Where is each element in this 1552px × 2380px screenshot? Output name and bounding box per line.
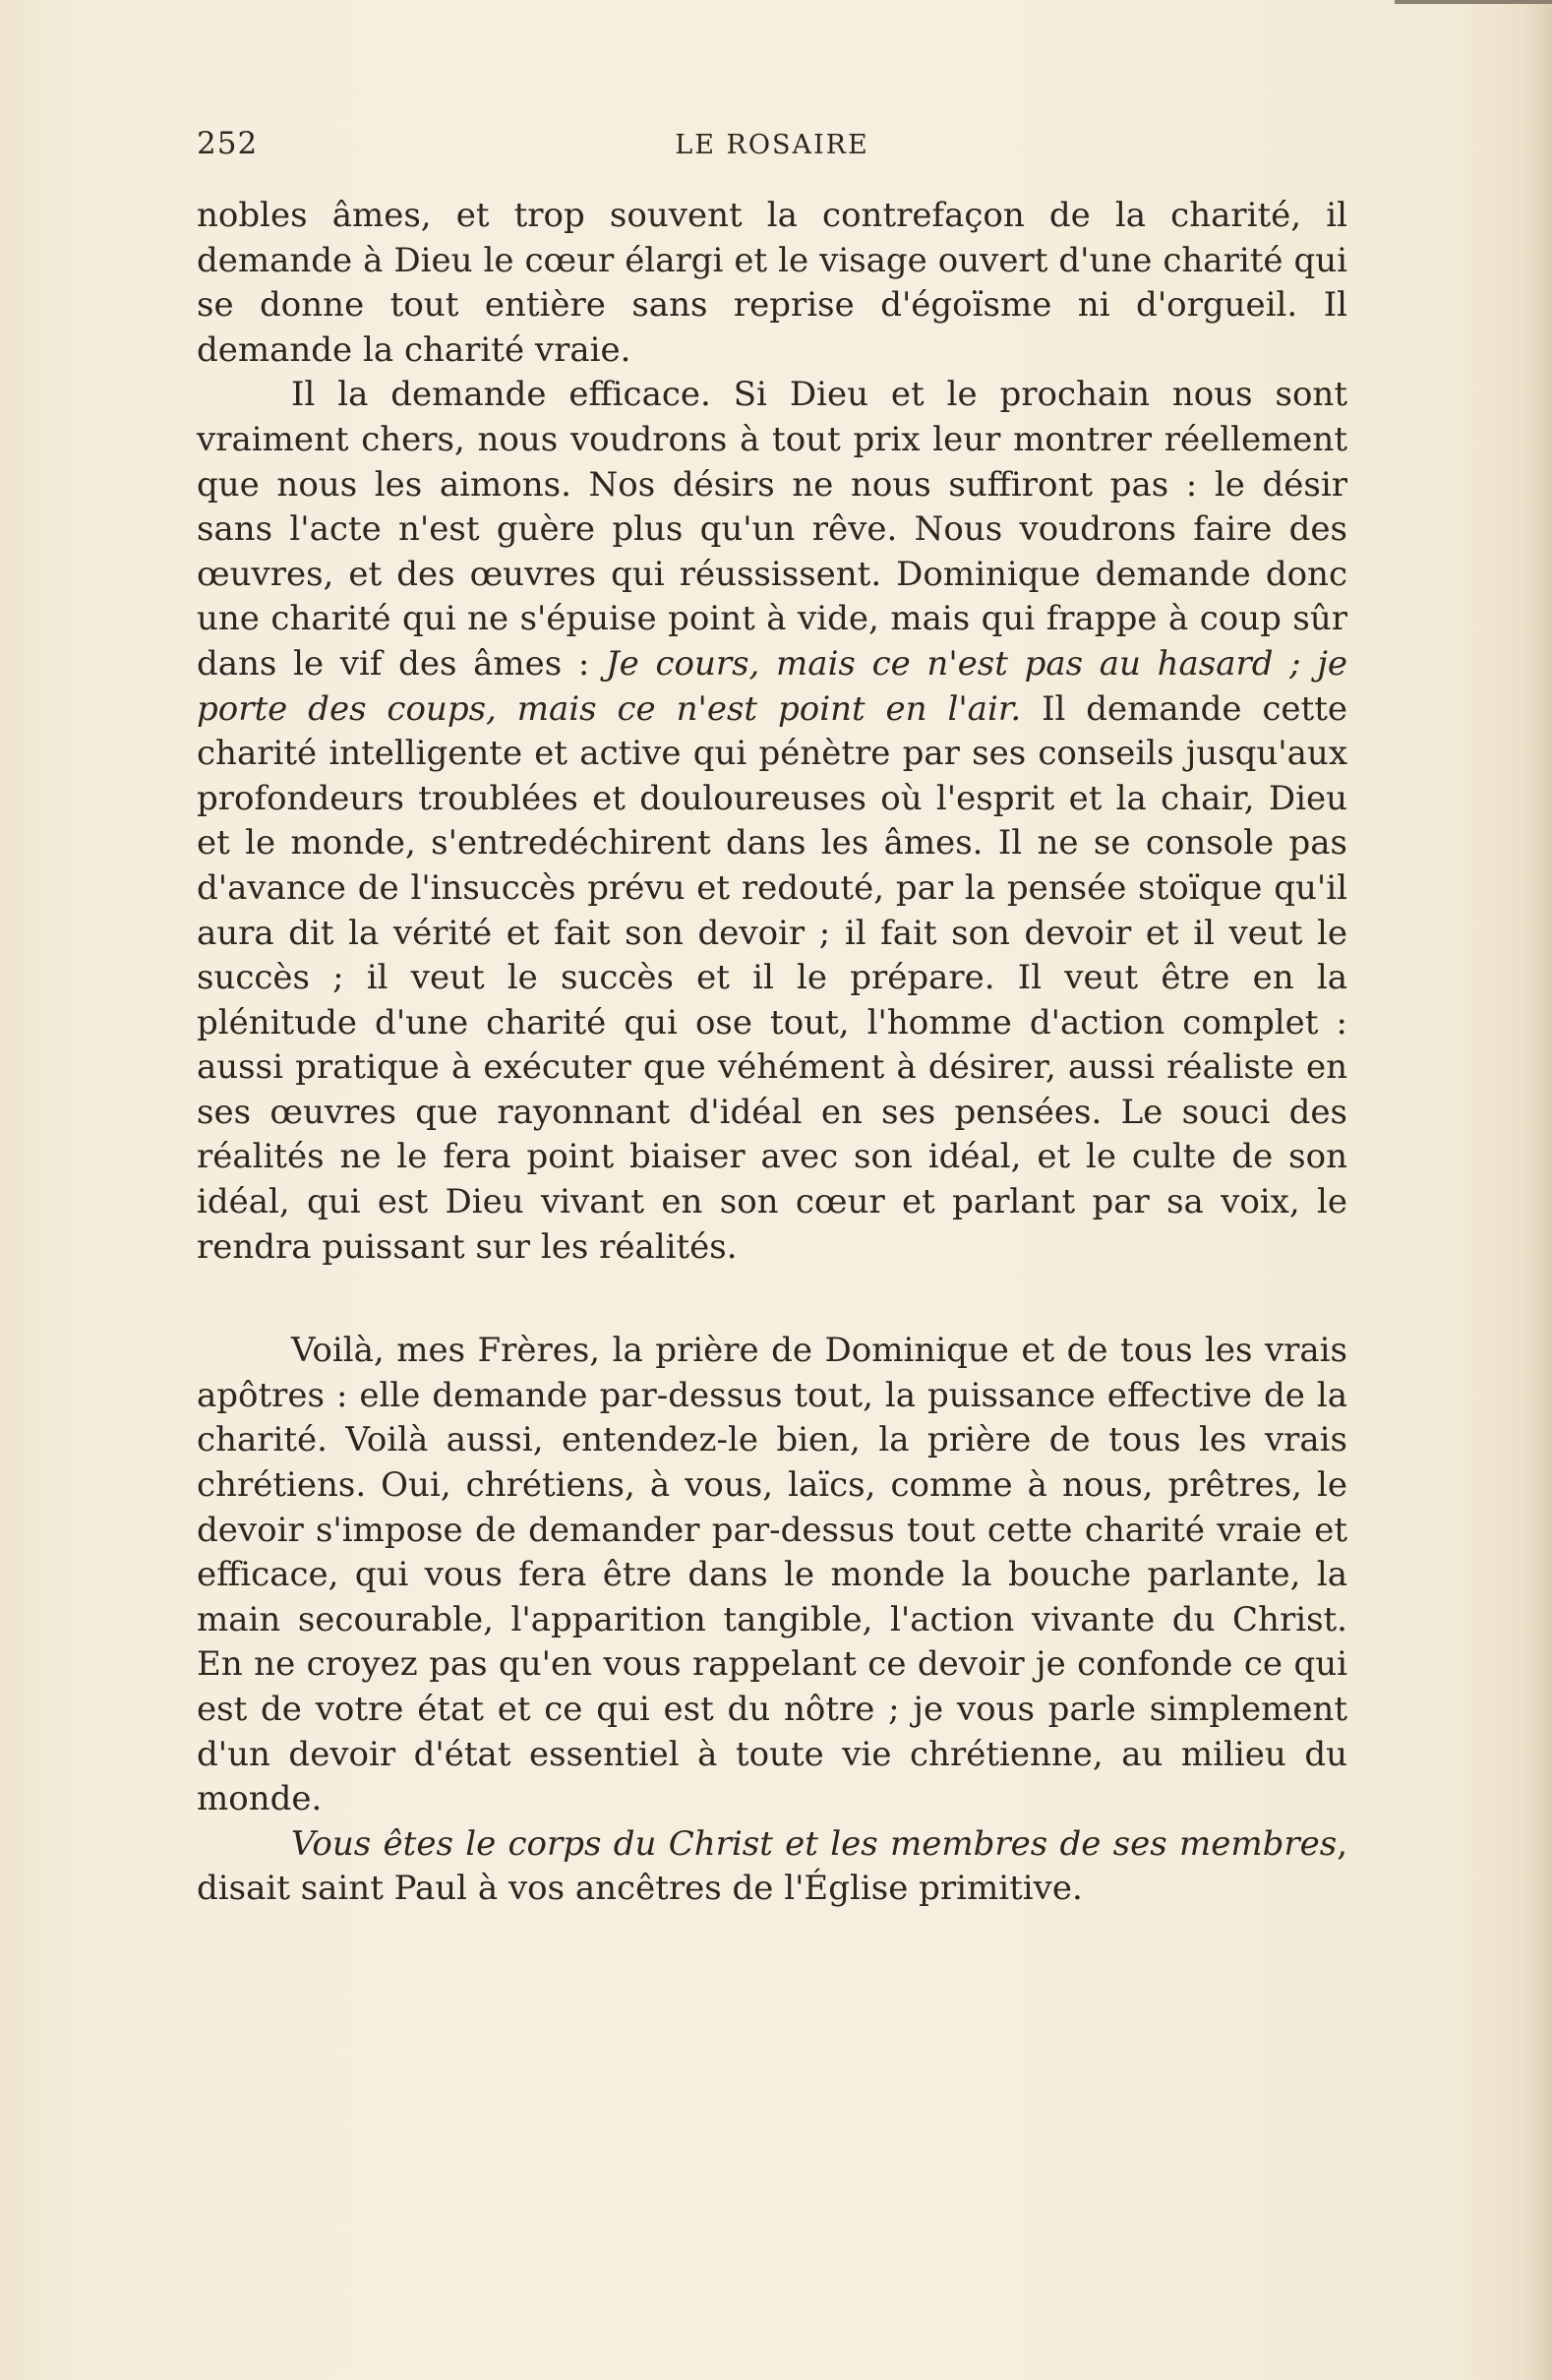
paragraph-2 (197, 373, 1347, 1270)
page-edge-shadow (1522, 0, 1552, 2380)
paragraph-2-text-start: Il la demande efficace. Si Dieu et le prochain nous sont vraiment chers, nous voudrons à tout prix leur montrer réellement que nous les aimons. Nos désirs ne nous suffiront pas : le désir sans l'acte n'est guère plus qu'un rêve. Nous voudrons faire des œuvres, et des œuvres qui réussissent. Dominique demande donc une charité qui ne s'épuise point à vide, mais qui frappe à coup sûr dans le vif des âmes : (197, 375, 1347, 684)
paragraph-2-text-end: Il demande cette charité intelligente et active qui pénètre par ses conseils jusqu'aux profondeurs troublées et douloureuses où l'esprit et la chair, Dieu et le monde, s'entredéchirent dans les âmes. Il ne se console pas d'avance de l'insuccès prévu et redouté, par la pensée stoïque qu'il aura dit la vérité et fait son devoir ; il fait son devoir et il veut le succès ; il veut le succès et il le prépare. Il veut être en la plénitude d'une charité qui ose tout, l'homme d'action complet : aussi pratique à exécuter que véhément à désirer, aussi réaliste en ses œuvres que rayonnant d'idéal en ses pensées. Le souci des réalités ne le fera point biaiser avec son idéal, et le culte de son idéal, qui est Dieu vivant en son cœur et parlant par sa voix, le rendra puissant sur les réalités. (197, 688, 1347, 1267)
paragraph-4 (197, 1822, 1347, 1912)
page-number: 252 (197, 126, 259, 161)
page-header (197, 126, 1347, 165)
paragraph-1: nobles âmes, et trop souvent la contrefaçon de la charité, il demande à Dieu le cœur élargi et le visage ouvert d'une charité qui se donne tout entière sans reprise d'égoïsme ni d'orgueil. Il demande la charité vraie. (197, 196, 1347, 370)
pauline-quote: Vous êtes le corps du Christ et les membres de ses membres (291, 1823, 1338, 1864)
scan-border (1395, 0, 1552, 4)
paragraph-4-text: , disait saint Paul à vos ancêtres de l'Église primitive. (197, 1823, 1347, 1909)
running-title: LE ROSAIRE (675, 130, 869, 160)
body-text (197, 194, 1347, 1912)
section-break (197, 1270, 1347, 1329)
paragraph-3: Voilà, mes Frères, la prière de Dominique et de tous les vrais apôtres : elle demande par-dessus tout, la puissance effective de la charité. Voilà aussi, entendez-le bien, la prière de tous les vrais chrétiens. Oui, chrétiens, à vous, laïcs, comme à nous, prêtres, le devoir s'impose de demander par-dessus tout cette charité vraie et efficace, qui vous fera être dans le monde la bouche parlante, la main secourable, l'apparition tangible, l'action vivante du Christ. En ne croyez pas qu'en vous rappelant ce devoir je confonde ce qui est de votre état et ce qui est du nôtre ; je vous parle simplement d'un devoir d'état essentiel à toute vie chrétienne, au milieu du monde. (197, 1331, 1347, 1819)
scripture-quote: Je cours, mais ce n'est pas au hasard ; je porte des coups, mais ce n'est point en l'air. (197, 643, 1347, 729)
